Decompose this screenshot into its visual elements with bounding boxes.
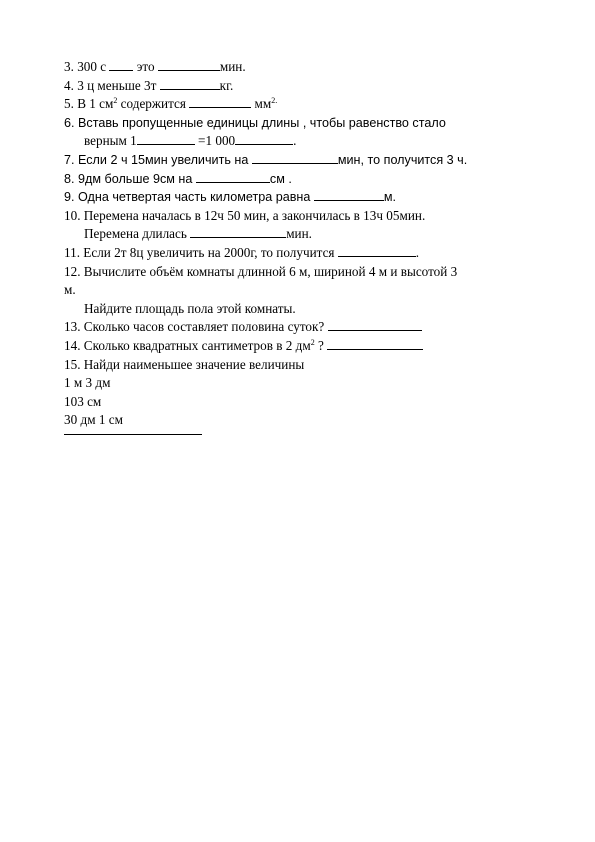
q5-superscript-2: 2. [271,96,278,106]
q9-text-end: м. [383,190,397,205]
q5-text-mid: содержится [117,96,190,112]
q5-text-start: 5. В 1 см [64,96,114,112]
q7-text-end: мин, то получится 3 ч. [337,152,468,167]
q14-text-start: 14. Сколько квадратных сантиметров в 2 дм [64,337,311,353]
q3-text-start: 3. 300 с [64,59,107,74]
q11-text-end: . [415,244,420,260]
question-12-line-3: Найдите площадь пола этой комнаты. [84,300,296,316]
q15-option-2: 103 см [64,393,102,409]
question-5 [64,95,554,114]
q11-blank[interactable] [338,244,416,257]
question-12-line-2: м. [64,282,76,298]
question-list [64,58,554,435]
question-8 [64,170,554,189]
q15-option-3: 30 дм 1 см [64,412,123,428]
q10-text-start: Перемена длилась [84,226,191,242]
q5-unit: мм [251,96,272,112]
q6-text-start: верным 1 [84,133,137,149]
question-4 [64,77,554,96]
q6-text-end: . [293,133,297,149]
q7-blank[interactable] [252,151,338,164]
q15-option-1: 1 м 3 дм [64,375,111,391]
question-15-title: 15. Найди наименьшее значение величины [64,356,305,372]
q14-blank[interactable] [327,337,423,350]
q3-blank-1[interactable] [109,58,133,71]
question-7 [64,151,554,170]
q13-blank[interactable] [328,318,422,331]
q6-text-mid: =1 000 [194,133,236,149]
q6-blank-1[interactable] [137,132,195,145]
q3-blank-2[interactable] [158,58,220,71]
q13-text: 13. Сколько часов составляет половина суток? [64,319,328,335]
question-6-line-2 [64,132,554,151]
question-10-line-2 [64,225,554,244]
q5-blank[interactable] [189,95,251,108]
question-3 [64,58,554,77]
answer-blank-line[interactable] [64,430,202,435]
q14-text-end: ? [314,337,328,353]
q11-text-start: 11. Если 2т 8ц увеличить на 2000г, то получится [64,244,338,260]
question-12-line-1: 12. Вычислите объём комнаты длинной 6 м, шириной 4 м и высотой 3 [64,263,458,279]
q4-text-start: 4. 3 ц меньше 3т [64,77,160,93]
q9-text-start: 9. Одна четвертая часть километра равна [64,190,314,205]
q4-text-end: кг. [219,77,234,93]
q10-text-end: мин. [286,226,312,242]
question-11 [64,244,554,263]
q10-blank[interactable] [190,225,286,238]
q5-superscript-1: 2 [113,96,118,106]
q8-text-end: см . [269,171,292,186]
question-6-line-1: 6. Вставь пропущенные единицы длины , чтобы равенство стало [64,115,446,130]
q9-blank[interactable] [314,188,384,201]
question-14 [64,337,554,356]
q8-blank[interactable] [196,170,270,183]
question-13 [64,318,554,337]
question-9 [64,188,554,207]
q7-text-start: 7. Если 2 ч 15мин увеличить на [64,152,252,167]
q3-text-end: мин. [219,59,246,74]
q6-blank-2[interactable] [235,132,293,145]
q4-blank[interactable] [160,77,220,90]
question-10-line-1: 10. Перемена началась в 12ч 50 мин, а закончилась в 13ч 05мин. [64,207,426,223]
q14-superscript: 2 [310,337,315,347]
q3-text-mid: это [133,59,158,74]
q8-text-start: 8. 9дм больше 9см на [64,171,196,186]
